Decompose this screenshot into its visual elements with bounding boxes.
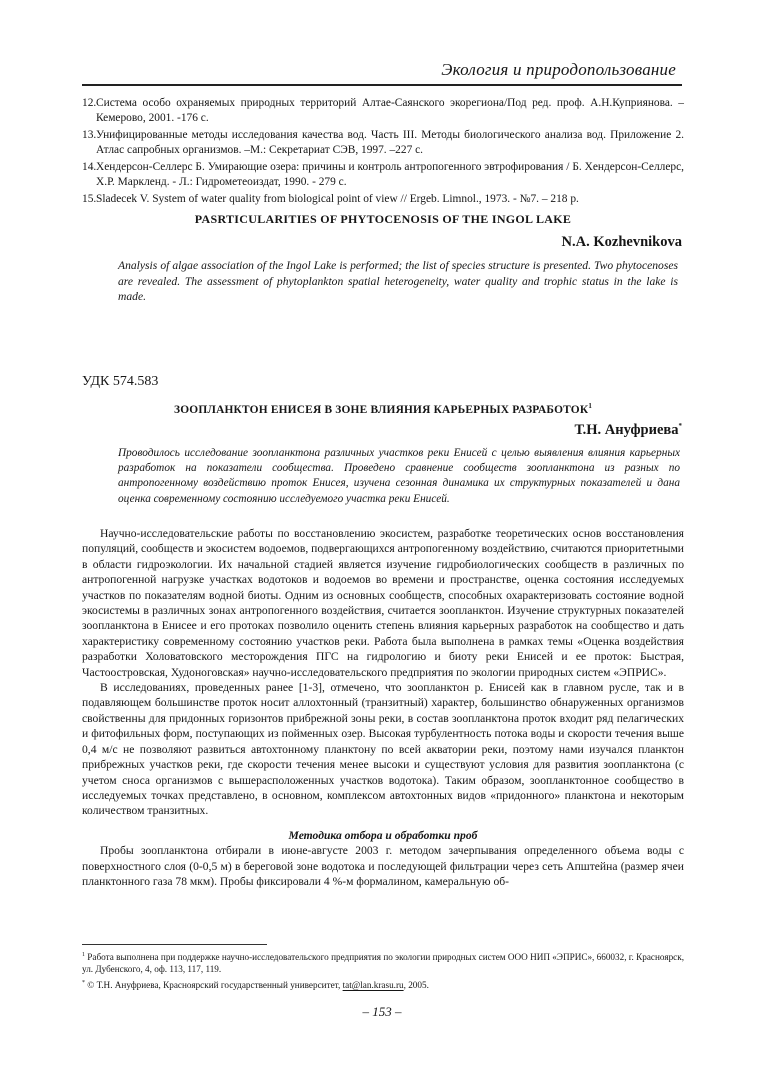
reference-text: Унифицированные методы исследования качества вод. Часть III. Методы биологического анализа вод. Приложение 2. Атлас сапробных организмов. –М.: Секретариат СЭВ, 1997. –227 с. <box>96 129 684 157</box>
footnote-text-tail: , 2005. <box>403 980 429 991</box>
body-paragraph: Научно-исследовательские работы по восстановлению экосистем, разработке теоретических основ восстановления популяций, сообществ и экосистем водоемов, подвергающихся антропогенному воздействию, считаются приоритетными в области гидроэкологии. Их начальной стадией является изучение гидробиологических сообществ в различных по антропогенной нагрузке участках водотоков и водоемов во времени и пространстве, оценка состояния исследуемых участков по показателям водной биоты. Одним из основных сообществ, способных охарактеризовать состояние водной экосистемы в различных зонах антропогенного воздействия, считается зоопланктон. Изучение структурных показателей зоопланктона в Енисее и его протоках позволило оценить степень влияния карьерных разработок на сообщество и дать характеристику современному состоянию участков реки. Работа была выполнена в рамках темы «Оценка воздействия разработки Холоватовского месторождения ПГС на гидрологию и биоту реки Енисей и ее проток: Быстрая, Частоостровская, Худоноговская» научно-исследовательского предприятия по экологии природных систем «ЭПРИС». <box>82 527 684 679</box>
journal-section-title: Экология и природопользование <box>441 60 676 79</box>
reference-text: Хендерсон-Селлерс Б. Умирающие озера: причины и контроль антропогенного эвтрофирования / Б. Хендерсон-Селлерс, Х.Р. Маркленд. - Л.: Гидрометеоиздат, 1990. - 279 с. <box>96 161 684 189</box>
article-body <box>82 526 684 889</box>
footnote-mark: * <box>82 980 85 987</box>
footnote-text: Работа выполнена при поддержке научно-исследовательского предприятия по экологии природных систем ООО НИП «ЭПРИС», 660032, г. Красноярск, ул. Дубенского, 4, оф. 113, 117, 119. <box>82 952 685 975</box>
article-title <box>82 402 684 416</box>
body-paragraph: Пробы зоопланктона отбирали в июне-августе 2003 г. методом зачерпывания определенного объема воды с поверхностного слоя (0-0,5 м) в береговой зоне водотока и последующей фильтрации через сеть Апштейна (размер ячеи планктонного газа 78 мкм). Пробы фиксировали 4 %-м формалином, камеральную об- <box>82 844 684 888</box>
footnotes <box>82 949 684 994</box>
footnote-rule <box>82 944 267 945</box>
english-abstract: Analysis of algae association of the Ingol Lake is performed; the list of species structure is presented. Two phytocenoses are revealed. The assessment of phytoplankton spatial heterogeneity, water quality and trophic status in the lake is made. <box>118 259 678 304</box>
header-rule <box>82 84 682 86</box>
english-article-author: N.A. Kozhevnikova <box>561 234 682 250</box>
reference-list <box>82 96 684 209</box>
page-number: – 153 – <box>362 1004 402 1019</box>
reference-number: 15. <box>82 193 97 205</box>
reference-text: Sladecek V. System of water quality from biological point of view // Ergeb. Limnol., 1973. - №7. – 218 p. <box>96 193 579 205</box>
reference-item <box>82 96 684 126</box>
footnote-mark: 1 <box>82 952 85 958</box>
section-subheading: Методика отбора и обработки проб <box>288 828 478 842</box>
article-author-name: Т.Н. Ануфриева <box>574 422 679 438</box>
author-email-link[interactable]: tat@lan.krasu.ru <box>342 980 404 991</box>
article-title-text: ЗООПЛАНКТОН ЕНИСЕЯ В ЗОНЕ ВЛИЯНИЯ КАРЬЕРНЫХ РАЗРАБОТОК <box>173 403 589 416</box>
english-article-title: PASRTICULARITIES OF PHYTOCENOSIS OF THE INGOL LAKE <box>194 212 572 226</box>
reference-item <box>82 192 684 207</box>
udc-code: УДК 574.583 <box>82 374 159 389</box>
reference-text: Система особо охраняемых природных территорий Алтае-Саянского экорегиона/Под ред. проф. А.Н.Куприянова. –Кемерово, 2001. -176 с. <box>96 97 684 125</box>
running-header <box>441 60 676 80</box>
footnote-text: © Т.Н. Ануфриева, Красноярский государственный университет, <box>87 980 343 991</box>
footnote-ref-1: 1 <box>588 402 593 410</box>
reference-item <box>82 160 684 190</box>
article-author <box>574 422 682 439</box>
reference-number: 12. <box>82 97 97 109</box>
reference-number: 14. <box>82 161 97 173</box>
reference-item <box>82 128 684 158</box>
reference-number: 13. <box>82 129 97 141</box>
footnote-item <box>82 977 684 991</box>
footnote-item <box>82 949 684 975</box>
body-paragraph: В исследованиях, проведенных ранее [1-3], отмечено, что зоопланктон р. Енисей как в главном русле, так и в подавляющем большинстве проток носит аллохтонный (транзитный) характер, большинство обнаруженных организмов свойственны для придонных горизонтов прибрежной зоны реки, в состав зоопланктона проток входит ряд пелагических и фитофильных форм, поступающих из пойменных озер. Высокая турбулентность потока воды и скорости течения выше 0,4 м/с не позволяют развиться автохтонному планктону по всей акватории реки, поэтому нами изучался планктон прибрежных участков реки, где скорости течения менее высоки и существуют условия для развития зоопланктона (с учетом сноса организмов с вышерасположенных участков водотока). Таким образом, зоопланктонное сообщество в исследуемых точках представлено, в основном, комплексом автохтонных видов «придонного» планктона и некоторым количеством транзитных. <box>82 681 684 818</box>
footnote-ref-star: * <box>678 422 682 431</box>
article-abstract: Проводилось исследование зоопланктона различных участков реки Енисей с целью выявления влияния карьерных разработок на показатели сообщества. Проведено сравнение сообществ зоопланктона из разных по антропогенному воздействию проток Енисея, изучена сезонная динамика их структурных показателей и дана оценка современному состоянию исследуемого участка реки Енисей. <box>118 447 680 505</box>
